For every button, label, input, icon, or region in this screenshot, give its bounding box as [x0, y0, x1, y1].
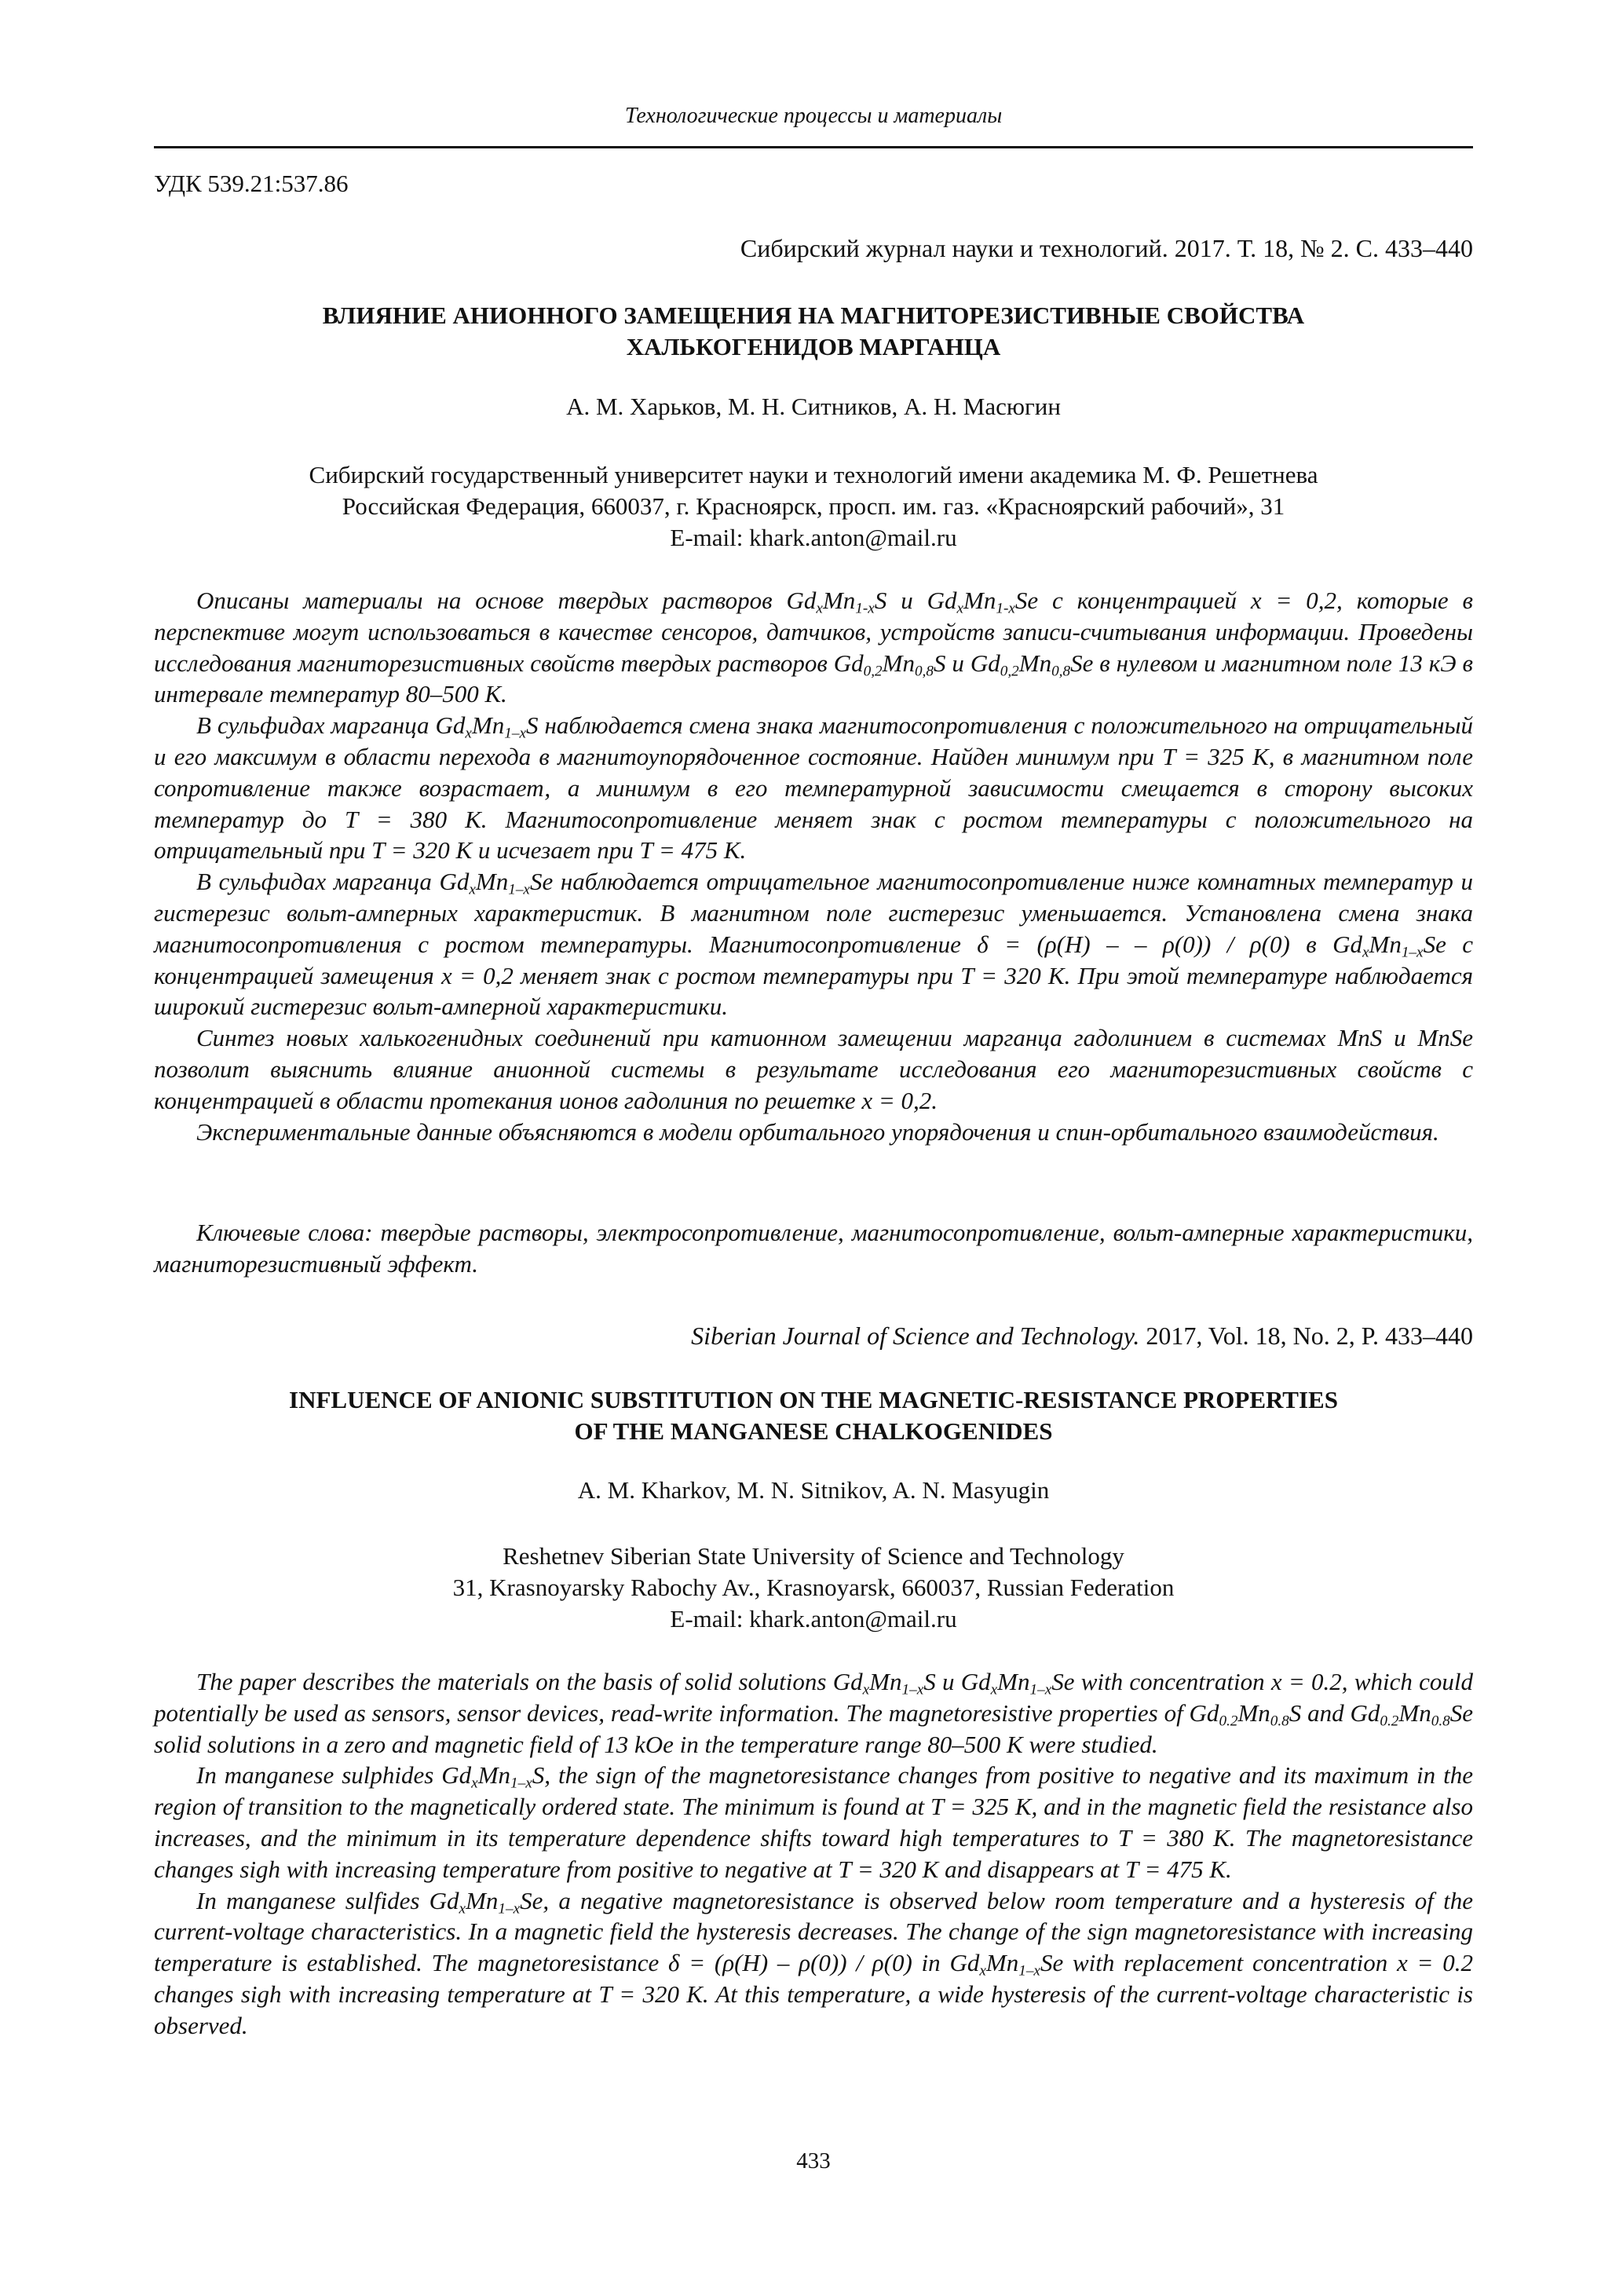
email-en: E-mail: khark.anton@mail.ru [670, 1605, 957, 1632]
title-en [154, 1384, 1473, 1447]
abstract-en-paragraph-1: The paper describes the materials on the basis of solid solutions $Gd_xMn_{1-x}S$ и $Gd_xMn_{1-x}Se$ with concentration x = 0.2, which could potentially be used as sensors, sensor devices, read-write information. The magnetoresistive properties of $Gd_{0.2}Mn_{0.8}S$ and $Gd_{0.2}Mn_{0.8}Se$ solid solutions in a zero and magnetic field of 13 kOe in the temperature range 80–500 K were studied. [154, 1668, 1473, 1758]
title-ru-line2: ХАЛЬКОГЕНИДОВ МАРГАНЦА [626, 333, 1001, 360]
affiliation-en-line1: Reshetnev Siberian State University of Science and Technology [503, 1542, 1124, 1570]
affiliation-en [154, 1541, 1473, 1635]
citation-en [154, 1322, 1473, 1351]
paper-page [154, 0, 1473, 2296]
abstract-ru-paragraph-1: Описаны материалы на основе твердых растворов $Gd_xMn_{1-x}S$ и $Gd_xMn_{1-x}Se$ с концентрацией x = 0,2, которые в перспективе могут использоваться в качестве сенсоров, датчиков, устройств записи-считывания информации. Проведены исследования магниторезистивных свойств твердых растворов $Gd_{0,2}Mn_{0,8}S$ и $Gd_{0,2}Mn_{0,8}Se$ в нулевом и магнитном поле 13 кЭ в интервале температур 80–500 К. [154, 587, 1474, 708]
affiliation-ru-line2: Российская Федерация, 660037, г. Красноярск, просп. им. газ. «Красноярский рабочий», 31 [342, 492, 1285, 520]
authors-en: A. M. Kharkov, M. N. Sitnikov, A. N. Masyugin [577, 1476, 1050, 1504]
running-head: Технологические процессы и материалы [624, 104, 1003, 128]
citation-en-journal: Siberian Journal of Science and Technology. [691, 1322, 1140, 1350]
abstract-ru-paragraph-5: Экспериментальные данные объясняются в модели орбитального упорядочения и спин-орбитального взаимодействия. [196, 1117, 1439, 1146]
title-en-line2: OF THE MANGANESE CHALKOGENIDES [574, 1417, 1053, 1445]
abstract-en [154, 1666, 1473, 2042]
page-number: 433 [796, 2148, 831, 2174]
abstract-ru-paragraph-2: В сульфидах марганца $Gd_xMn_{1-x}S$ наблюдается смена знака магнитосопротивления с положительного на отрицательный и его максимум в области перехода в магнитоупорядоченное состояние. Найден минимум при T = 325 K, в магнитном поле сопротивление также возрастает, а минимум в его температурной зависимости смещается в сторону высоких температур до T = 380 K. Магнитосопротивление меняет знак с ростом температуры с положительного на отрицательный при T = 320 K и исчезает при T = 475 K. [154, 711, 1473, 865]
abstract-en-paragraph-3: In manganese sulfides $Gd_xMn_{1-x}Se$, a negative magnetoresistance is observed below room temperature and a hysteresis of the current-voltage characteristics. In a magnetic field the hysteresis decreases. The change of the sign magnetoresistance with increasing temperature is established. The magnetoresistance δ = (ρ(H) – ρ(0)) / ρ(0) in $Gd_xMn_{1-x}Se$ with replacement concentration x = 0.2 changes sigh with increasing temperature at T = 320 K. At this temperature, a wide hysteresis of the current-voltage characteristic is observed. [154, 1886, 1474, 2039]
keywords-ru: Ключевые слова: твердые растворы, электросопротивление, магнитосопротивление, вольт-амперные характеристики, магниторезистивный эффект. [154, 1219, 1473, 1278]
title-ru [154, 300, 1473, 363]
affiliation-ru-line1: Сибирский государственный университет науки и технологий имени академика М. Ф. Решетнева [309, 461, 1318, 488]
authors-ru: А. М. Харьков, М. Н. Ситников, А. Н. Масюгин [566, 393, 1061, 420]
title-en-line1: INFLUENCE OF ANIONIC SUBSTITUTION ON THE MAGNETIC-RESISTANCE PROPERTIES [289, 1386, 1338, 1413]
affiliation-en-line2: 31, Krasnoyarsky Rabochy Av., Krasnoyarsk, 660037, Russian Federation [452, 1574, 1175, 1601]
abstract-en-paragraph-2: In manganese sulphides $Gd_xMn_{1-x}S$, the sign of the magnetoresistance changes from positive to negative and its maximum in the region of transition to the magnetically ordered state. The minimum is found at T = 325 K, and in the magnetic field the resistance also increases, and the minimum in its temperature dependence shifts toward high temperatures to T = 380 K. The magnetoresistance changes sigh with increasing temperature from positive to negative at T = 320 K and disappears at T = 475 K. [154, 1761, 1473, 1883]
affiliation-ru [154, 459, 1473, 554]
abstract-ru-paragraph-4: Синтез новых халькогенидных соединений при катионном замещении марганца гадолинием в системах MnS и MnSe позволит выяснить влияние анионной системы в результате исследования его магниторезистивных свойств с концентрацией в области протекания ионов гадолиния по решетке x = 0,2. [154, 1024, 1473, 1114]
udk-code: УДК 539.21:537.86 [154, 170, 349, 197]
citation-en-details: 2017, Vol. 18, No. 2, P. 433–440 [1139, 1322, 1473, 1350]
header-rule [154, 146, 1473, 148]
abstract-ru [154, 585, 1473, 1147]
email-ru: E-mail: khark.anton@mail.ru [670, 524, 957, 551]
abstract-ru-paragraph-3: В сульфидах марганца $Gd_xMn_{1-x}Se$ наблюдается отрицательное магнитосопротивление ниже комнатных температур и гистерезис вольт-амперных характеристик. В магнитном поле гистерезис уменьшается. Установлена смена знака магнитосопротивления с ростом температуры. Магнитосопротивление δ = (ρ(H) – – ρ(0)) / ρ(0) в $Gd_xMn_{1-x}Se$ с концентрацией замещения x = 0,2 меняет знак с ростом температуры при T = 320 K. При этой температуре наблюдается широкий гистерезис вольт-амперной характеристики. [154, 868, 1473, 1021]
citation-ru: Сибирский журнал науки и технологий. 2017. Т. 18, № 2. С. 433–440 [740, 234, 1473, 262]
title-ru-line1: ВЛИЯНИЕ АНИОННОГО ЗАМЕЩЕНИЯ НА МАГНИТОРЕЗИСТИВНЫЕ СВОЙСТВА [322, 302, 1305, 329]
